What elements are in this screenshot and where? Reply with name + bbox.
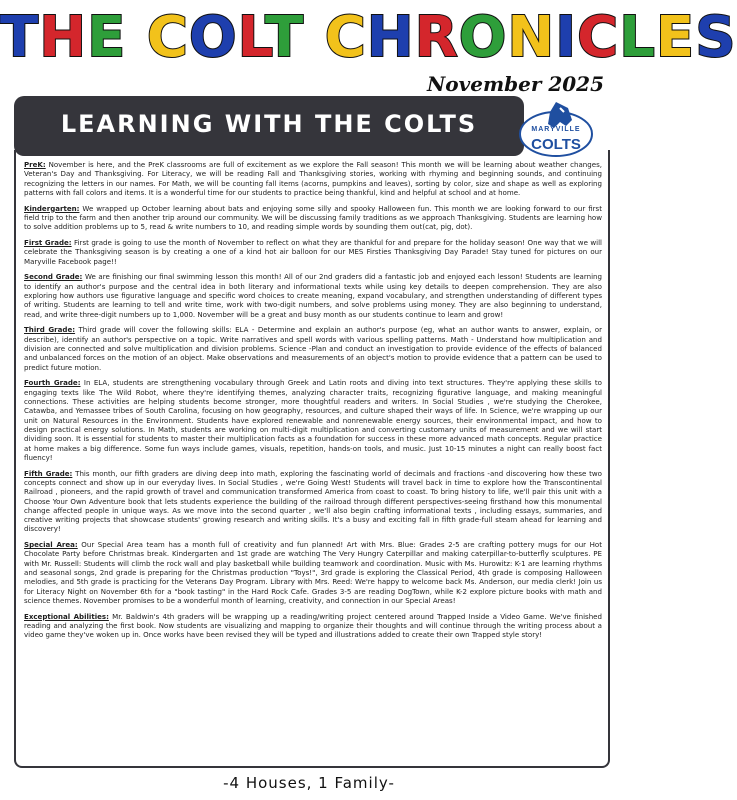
title-letter: S — [695, 5, 737, 70]
title-letter: O — [458, 5, 508, 70]
title-letter — [304, 5, 325, 70]
grade-section — [24, 272, 602, 318]
section-heading: Exceptional Abilities: — [24, 611, 109, 621]
section-text: November is here, and the PreK classrooms are full of excitement as we explore the Fall season! This month we will be learning about weather changes, Veteran's Day and Thanksgiving. For Literacy, we will be reading Fall and Thanksgiving stories, working with rhyming and beginning sounds, and continuing recognizing the letters in our names. For Math, we will be counting fall items (acorns, pumpkins and leaves), sorting by color, size and shape as well as exploring patterns with fall colors and items. It is a wonderful time for our students to practice being thankful, kind and helpful at school and at home. — [24, 160, 602, 197]
grade-section — [24, 469, 602, 534]
grade-section — [24, 325, 602, 371]
section-text: We wrapped up October learning about bats and enjoying some silly and spooky Halloween fun. This month we are looking forward to our first field trip to the farm and then another trip around our community. We will be discussing family traditions as we approach Thanksgiving. Students are learning how to solve addition problems up to 5, read & write numbers to 10, and reading simple words by sounding them out(cat, pig, dot). — [24, 203, 602, 232]
issue-date: November 2025 — [426, 72, 604, 96]
section-text: Mr. Baldwin's 4th graders will be wrapping up a reading/writing project centered around Trapped Inside a Video Game. We've finished reading and analyzing the first book. Now students are visualizing and mapping to organize their thoughts and will continue through the writing process about a video game they've woken up in. Once works have been revised they will be typed and illustrations added to create their own Trapped style story! — [24, 611, 602, 640]
grade-section — [24, 204, 602, 232]
section-text: This month, our fifth graders are diving deep into math, exploring the fascinating world of decimals and fractions -and discovering how these two concepts connect and show up in our everyday lives. In Social Studies , we're Going West! Students will travel back in time to explore how the Transcontinental Railroad , pioneers, and the rapid growth of travel and communication transformed America from coast to coast. To bring history to life, we'll pair this unit with a Choose Your Own Adventure book that lets students experience the building of the railroad through different perspectives-seeing firsthand how this monumental change affected people in unique ways. As we move into the second quarter , we'll also begin crafting informational texts , including essays, summaries, and creative writing projects that showcase students' growing research and writing skills. It's a busy and exciting fall in fifth grade-full steam ahead for learning and discovery! — [24, 468, 602, 534]
footer-motto: -4 Houses, 1 Family- — [223, 774, 395, 792]
masthead — [0, 0, 737, 96]
title-letter: O — [188, 5, 238, 70]
section-text: Our Special Area team has a month full of creativity and fun planned! Art with Mrs. Blue: Grades 2-5 are crafting pottery mugs for our Hot Chocolate Party before Christmas break. Kindergarten and 1st grade are watching The Very Hungry Caterpillar and making caterpillar-to-butterfly sculptures. PE with Mr. Russell: Students will climb the rock wall and play basketball while building teamwork and coordination. Music with Ms. Hurowitz: K-1 are learning rhythms and seasonal songs, 2nd grade is preparing for the Christmas production "Toys!", 3rd grade is exploring the Classical Period, 4th grade is composing Halloween melodies, and 5th grade is practicing for the Veterans Day Program. Library with Mrs. Reed: We're happy to welcome back Ms. Anderson, our media clerk! Join us for Literacy Night on November 6th for a "book tasting" in the Hard Rock Cafe. Grades 3-5 are reading DogTown, while K-2 explore picture books with math and science themes. November promises to be a wonderful month of learning, creativity, and connection in our Special Areas! — [24, 540, 602, 605]
grade-section — [24, 612, 602, 640]
title-letter: I — [555, 5, 578, 70]
section-heading: Kindergarten: — [24, 203, 80, 213]
section-heading: Fifth Grade: — [24, 468, 73, 478]
title-letter: T — [264, 5, 305, 70]
title-letter: C — [146, 5, 189, 70]
title-letter: E — [655, 5, 696, 70]
title-letter: C — [324, 5, 367, 70]
section-heading: Second Grade: — [24, 272, 83, 282]
title-letter: E — [87, 5, 127, 70]
title-letter: N — [507, 5, 556, 70]
section-heading: Third Grade: — [24, 325, 76, 335]
newsletter-title — [0, 5, 737, 70]
banner-title: LEARNING WITH THE COLTS — [60, 110, 478, 138]
section-banner — [14, 96, 524, 156]
grade-section — [24, 238, 602, 266]
title-letter: L — [619, 5, 656, 70]
section-heading: First Grade: — [24, 238, 72, 248]
logo-town-label: MARYVILLE — [531, 126, 581, 133]
grade-section — [24, 378, 602, 462]
grade-section — [24, 540, 602, 605]
title-letter: R — [414, 5, 459, 70]
title-letter: C — [577, 5, 620, 70]
title-letter — [126, 5, 147, 70]
title-letter: L — [237, 5, 265, 70]
article-body — [24, 160, 602, 646]
logo-team-label: COLTS — [531, 136, 581, 153]
section-text: First grade is going to use the month of November to reflect on what they are thankful for and prepare for the holiday season! One way that we will celebrate the Thanksgiving season is by creating a one of a kind hot air balloon for our MES Firsties Thanksgiving Day Parade! Stay tuned for pictures on our Maryville Facebook page!! — [24, 238, 602, 266]
section-heading: Special Area: — [24, 540, 78, 550]
section-text: Third grade will cover the following skills: ELA - Determine and explain an author's purpose (eg, what an author wants to answer, explain, or describe), identify an author's perspective on a topic. Write narratives and spell words with various spelling patterns. Math - Understand how multiplication and division are connected and solve multiplication and division problems. Science -Plan and conduct an investigation to provide evidence of the effects of balanced and unbalanced forces on the motion of an object. Make observations and measurements of an object's motion to provide evidence that a pattern can be used to predict future motion. — [24, 325, 602, 372]
section-heading: PreK: — [24, 160, 46, 169]
title-letter: H — [39, 5, 88, 70]
section-text: We are finishing our final swimming lesson this month! All of our 2nd graders did a fantastic job and enjoyed each lesson! Students are learning to identify an author's purpose and the central idea in both literary and informational texts while using key details to deepen comprehension. They are also exploring how authors use figurative language and specific word choices to create meaning, expand vocabulary, and strengthen understanding of different types of writing. Students are learning to tell and write time, work with two-digit numbers, and solve problems using money. They are also beginning to understand, read, and write three-digit numbers up to 1,000. November will be a great and busy month as our students continue to learn and grow! — [24, 272, 602, 319]
section-text: In ELA, students are strengthening vocabulary through Greek and Latin roots and diving into text structures. They're applying these skills to engaging texts like The Wild Robot, where they're identifying themes, analyzing character traits, recognizing figurative language, and making meaningful connections. These activities are helping students become stronger, more thoughtful readers and writers. In Social Studies , we're studying the Cherokee, Catawba, and Yemassee tribes of South Carolina, focusing on how geography, resources, and culture shaped their ways of life. In Science, we're wrapping up our unit on Natural Resources in the Environment. Students have explored renewable and nonrenewable energy sources, their environmental impact, and how to design practical energy solutions. In Math, students are working on multi-digit multiplication and converting customary units of measurement and we will start dividing soon. It is essential for students to master their multiplication facts as a foundation for success in these more advanced math concepts. Regular practice at home makes a big difference. Some fun ways include games, visuals, repetition, hands-on tools, and music. Just 10-15 minutes a night can really boost fact fluency! — [24, 378, 602, 462]
section-heading: Fourth Grade: — [24, 378, 81, 388]
title-letter: T — [0, 5, 40, 70]
grade-section — [24, 160, 602, 197]
title-letter: H — [366, 5, 415, 70]
